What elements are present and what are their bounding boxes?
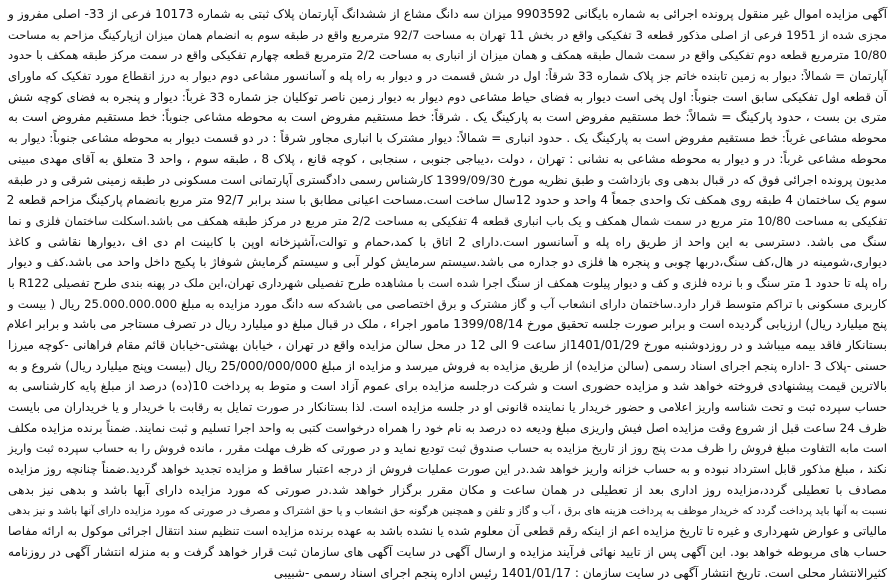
notice-line: است مابه التفاوت مبلغ فروش را ظرف مدت پنج روز از تاریخ مزایده به حساب صندوق ثبت تودیع نماید و در صورتی که ظرف مهلت مقرر ، مانده فروش را به حساب سپرده ثبت واریز	[8, 441, 887, 456]
notice-line: حساب سپرده ثبت و تحت شناسه واریز اعلامی و حضور خریدار یا نماینده قانونی او در جلسه مزایده است. لذا بستانکار در صورت تمایل به رقابت با خریدار و یا خریداران می بایست	[8, 400, 887, 415]
notice-line: محوطه مشاعی غرباً: در و دیوار به محوطه مشاعی به نشانی : تهران ، دولت ،دیباجی جنوبی ، سنجابی ، کوچه قانع ، پلاک 8 ، طبقه سوم ، واحد 3 متعلق به آقای مهدی مبینی	[8, 151, 887, 166]
notice-line: مصادف با تعطیلی گردد،مزایده روز اداری بعد از تعطیلی در همان ساعت و مکان مقرر برگزار خواهد شد.در صورتی که مورد مزایده دارای آبها باشد و بدهی نیز بدهی	[8, 482, 887, 497]
notice-line: مالیاتی و عوارض شهرداری و غیره تا تاریخ مزایده اعم از اینکه رقم قطعی آن معلوم شده یا نشده باشد به عهده برنده مزایده است تنظیم سند انتقال اجرائی موکول به ارائه مفاصا	[8, 524, 887, 539]
notice-line: حسنی -پلاک 3 -اداره پنجم اجرای اسناد رسمی (سالن مزایده) از طریق مزایده به فروش میرسد و مزایده از مبلغ 25/000/000/000 ریال (بیست وپنج میلیارد ریال) شروع و به	[8, 358, 887, 373]
notice-line: حساب های مربوطه خواهد بود. این آگهی پس از تایید نهائی فرآیند مزایده و ارسال آگهی در سایت آگهی های سازمان ثبت قرار خواهد گرفت و به منزله انتشار آگهی در روزنامه	[8, 544, 887, 559]
notice-line: سوم یک ساختمان 4 طبقه روی همکف تک واحدی جمعاً 4 واحد و حدود 12سال ساخت است.مساحت اعیانی مطابق با سند برابر 92/7 متر مربع بانضمام پارکینگ مزاحم قطعه 2	[6, 193, 887, 208]
notice-line-signature: کثیرالانتشار محلی است. تاریخ انتشار آگهی در سایت سازمان : 1401/01/17 رئیس اداره پنجم اجرای اسناد رسمی -شبیبی	[273, 565, 887, 580]
notice-line: آپارتمان = شمالاً: دیوار به زمین تابنده خاتم جز پلاک شماره 33 شرقاً: اول در شش قسمت در و دیوار به راه پله و آسانسور مشاعی دوم دیوار به درز انقطاع مورد تفکیک که ماورای	[8, 69, 888, 84]
notice-line: محوطه مشاعی غرباً: خط مستقیم مفروض است به پارکینگ یک . حدود انباری = شمالاً: دیوار مشترک با انباری مجاور شرقاً : در دو قسمت دیوار به محوطه مشاعی جنوباً: دیوار به	[8, 131, 887, 146]
notice-line: بستانکار فاقد بیمه میباشد و در روزدوشنبه مورخ 1401/01/29از ساعت 9 الی 12 در محل سالن مزایده واقع در تهران ، خیابان بهشتی-خیابان قائم مقام فراهانی -کوچه میرزا	[8, 338, 887, 352]
notice-line: راه پله تا حدود 1 متر سنگ و با نرده فلزی و کف و دیوار پیلوت همکف از سنگ اجرا شده است با مشاهده طرح تفصیلی شهرداری تهران،این ملک در پهنه بندی طرح تفصیلی R122 با	[8, 275, 887, 290]
notice-line: مجزی شده از 1951 فرعی از اصلی مذکور قطعه 3 تفکیکی واقع در بخش 11 تهران به مساحت 92/7 مترمربع واقع در طبقه سوم به انضمام همان میزان ازپارکینگ مزاحم به مساحت	[8, 27, 887, 42]
notice-line: سنگ می باشد. دسترسی به این واحد از طریق راه پله و آسانسور است.دارای 2 اتاق با کمد،حمام و توالت،آشپزخانه اوپن با کابینت ام دی اف ،دیوارها نقاشی و کاغذ	[8, 234, 888, 249]
notice-line: پنج میلیارد ریال) ارزیابی گردیده است و برابر صورت جلسه تحقیق مورخ 1399/08/14 مامور اجراء ، ملک در قبال مبلغ دو میلیارد ریال در تصرف مستاجر می باشد و برابر اعلام	[6, 317, 887, 332]
notice-line: تفکیکی به مساحت 10/80 متر مربع در سمت شمال همکف و یک باب انباری قطعه 4 تفکیکی به مساحت 2/2 متر مربع در مرکز طبقه همکف می باشد.اسکلت ساختمان فلزی و نما	[8, 213, 887, 228]
notice-line: مدیون پرونده اجرائی فوق که در قبال بدهی وی بازداشت و طبق نظریه مورخ 1399/09/30 کارشناس رسمی دادگستری آپارتمانی است مسکونی در طبقه زمینی شرقی و در طبقه	[7, 172, 887, 187]
notice-line: دیواری،شومینه در هال،کف سنگ،دربها چوبی و پنجره ها فلزی دو جداره می باشد.سیستم سرمایش کولر آبی و سیستم گرمایش شوفاژ با پکیج داخل واحد می باشد.کف و دیوار	[8, 255, 887, 270]
notice-line: 10/80 مترمربع قطعه دوم تفکیکی واقع در سمت شمال طبقه همکف و همان میزان از انباری به مساحت 2/2 مترمربع قطعه چهارم تفکیکی واقع در سمت مرکز طبقه همکف با حدود	[8, 48, 887, 63]
notice-line: نکند ، مبلغ مذکور قابل استرداد نبوده و به حساب خزانه واریز خواهد شد.در این صورت عملیات فروش از درجه اعتبار ساقط و مزایده تجدید خواهد گردید.ضمناً چنانچه روز مزایده	[8, 462, 887, 477]
notice-line: نسبت به آنها باید پرداخت گردد که خریدار موظف به پرداخت هزینه های برق ، آب و گاز و تلفن و همچنین هرگونه حق انشعاب و یا حق اشتراک و مصرف در صورتی که مورد مزایده دارای آنها باشد و نیز بدهی	[8, 504, 887, 517]
notice-line: آن قطعه اول تفکیکی سابق است جنوباً: اول پخی است دیوار به فضای حیاط مشاعی دوم دیوار به دیوار زمین ناصر توکلیان جز شماره 33 غرباً: دیوار و پنجره به فضای کوچه شش	[8, 89, 887, 104]
notice-line: متری بن بست ، حدود پارکینگ = شمالاً: خط مستقیم مفروض است به پارکینگ یک . شرقاً: خط مستقیم مفروض است به محوطه مشاعی جنوباً: خط مستقیم مفروض است به	[8, 110, 887, 125]
notice-line: کاربری مسکونی با تراکم متوسط قرار دارد.ساختمان دارای انشعاب آب و گاز مشترک و برق اختصاصی می باشدکه سه دانگ مورد مزایده به مبلغ 25.000.000.000 ریال ( بیست و	[8, 296, 887, 311]
notice-line: ظرف 24 ساعت قبل از شروع وقت مزایده اصل فیش واریزی مبلغ ودیعه ده درصد به نام خود را همراه درخواست کتبی به واحد اجرا تسلیم و ثبت نمایند. ضمناً برنده مزایده مکلف	[8, 420, 887, 435]
notice-line: بالاترین قیمت پیشنهادی فروخته خواهد شد و مزایده حضوری است و شرکت درجلسه مزایده برای عموم آزاد است و متوط به پرداخت 10(ده) درصد از مبلغ پایه کارشناسی به	[8, 379, 887, 394]
notice-line: آگهی مزایده اموال غیر منقول پرونده اجرائی به شماره بایگانی 9903592 میزان سه دانگ مشاع از ششدانگ آپارتمان پلاک ثبتی به شماره 10173 فرعی از 33- اصلی مفروز و	[8, 7, 888, 21]
